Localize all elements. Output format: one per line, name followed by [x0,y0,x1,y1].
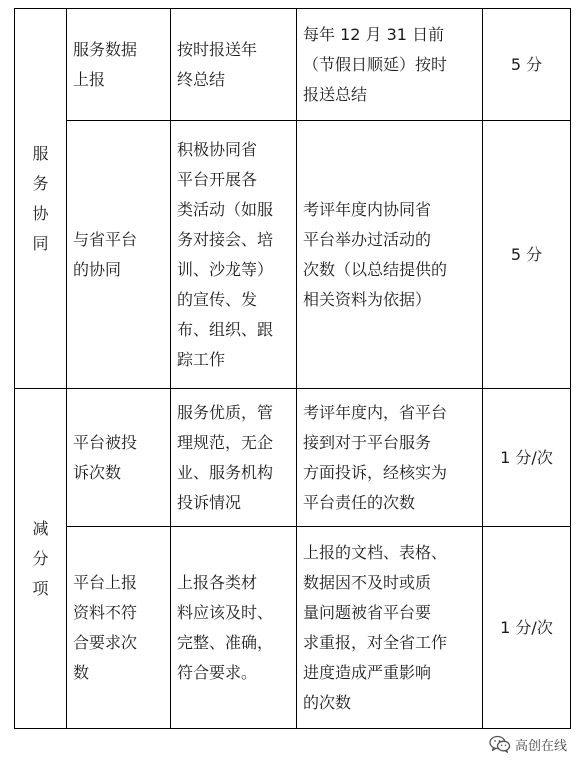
category-cell [15,389,67,729]
item-cell [67,9,171,121]
table-row [15,527,571,729]
content-cell [171,527,297,729]
criteria-cell [297,389,483,527]
category-char: 减 [32,518,49,538]
category-char: 协 [32,203,49,223]
score-value: 1 分/次 [500,447,553,467]
item-cell [67,389,171,527]
item-cell [67,121,171,389]
category-char: 项 [32,578,49,598]
table-row [15,389,571,527]
watermark [489,733,567,755]
item-name: 与省平台 的协同 [73,229,138,279]
wechat-icon [489,735,511,753]
score-value: 1 分/次 [500,617,553,637]
category-char: 务 [32,173,49,193]
content-text: 按时报送年 终总结 [177,39,258,89]
category-char: 同 [32,233,49,253]
item-cell [67,527,171,729]
table-row [15,121,571,389]
content-cell [171,9,297,121]
item-name: 平台被投 诉次数 [73,432,138,482]
score-value: 5 分 [510,54,543,74]
item-name: 平台上报 资料不符 合要求次 数 [73,572,138,682]
category-cell [15,9,67,389]
content-text: 服务优质，管 理规范，无企 业、服务机构 投诉情况 [177,402,274,512]
category-char: 服 [32,143,49,163]
score-cell [483,527,571,729]
content-text: 积极协同省 平台开展各 类活动（如服 务对接会、培 训、沙龙等） 的宣传、发 布、组织、跟 踪工作 [177,139,274,369]
item-name: 服务数据 上报 [73,39,138,89]
score-cell [483,389,571,527]
criteria-text: 上报的文档、表格、 数据因不及时或质 量问题被省平台要 求重报，对全省工作 进度造成严重影响 的次数 [303,542,448,712]
watermark-text: 高创在线 [514,738,567,754]
criteria-cell [297,527,483,729]
criteria-text: 考评年度内协同省 平台举办过活动的 次数（以总结提供的 相关资料为依据） [303,199,448,309]
score-cell [483,121,571,389]
table-row [15,9,571,121]
criteria-text: 每年 12 月 31 日前 （节假日顺延）按时 报送总结 [303,24,448,104]
criteria-cell [297,9,483,121]
content-cell [171,121,297,389]
score-cell [483,9,571,121]
criteria-cell [297,121,483,389]
content-cell [171,389,297,527]
score-value: 5 分 [510,244,543,264]
category-char: 分 [32,548,49,568]
criteria-text: 考评年度内，省平台 接到对于平台服务 方面投诉，经核实为 平台责任的次数 [303,402,448,512]
content-text: 上报各类材 料应该及时、 完整、准确， 符合要求。 [177,572,274,682]
scoring-table [14,8,571,729]
